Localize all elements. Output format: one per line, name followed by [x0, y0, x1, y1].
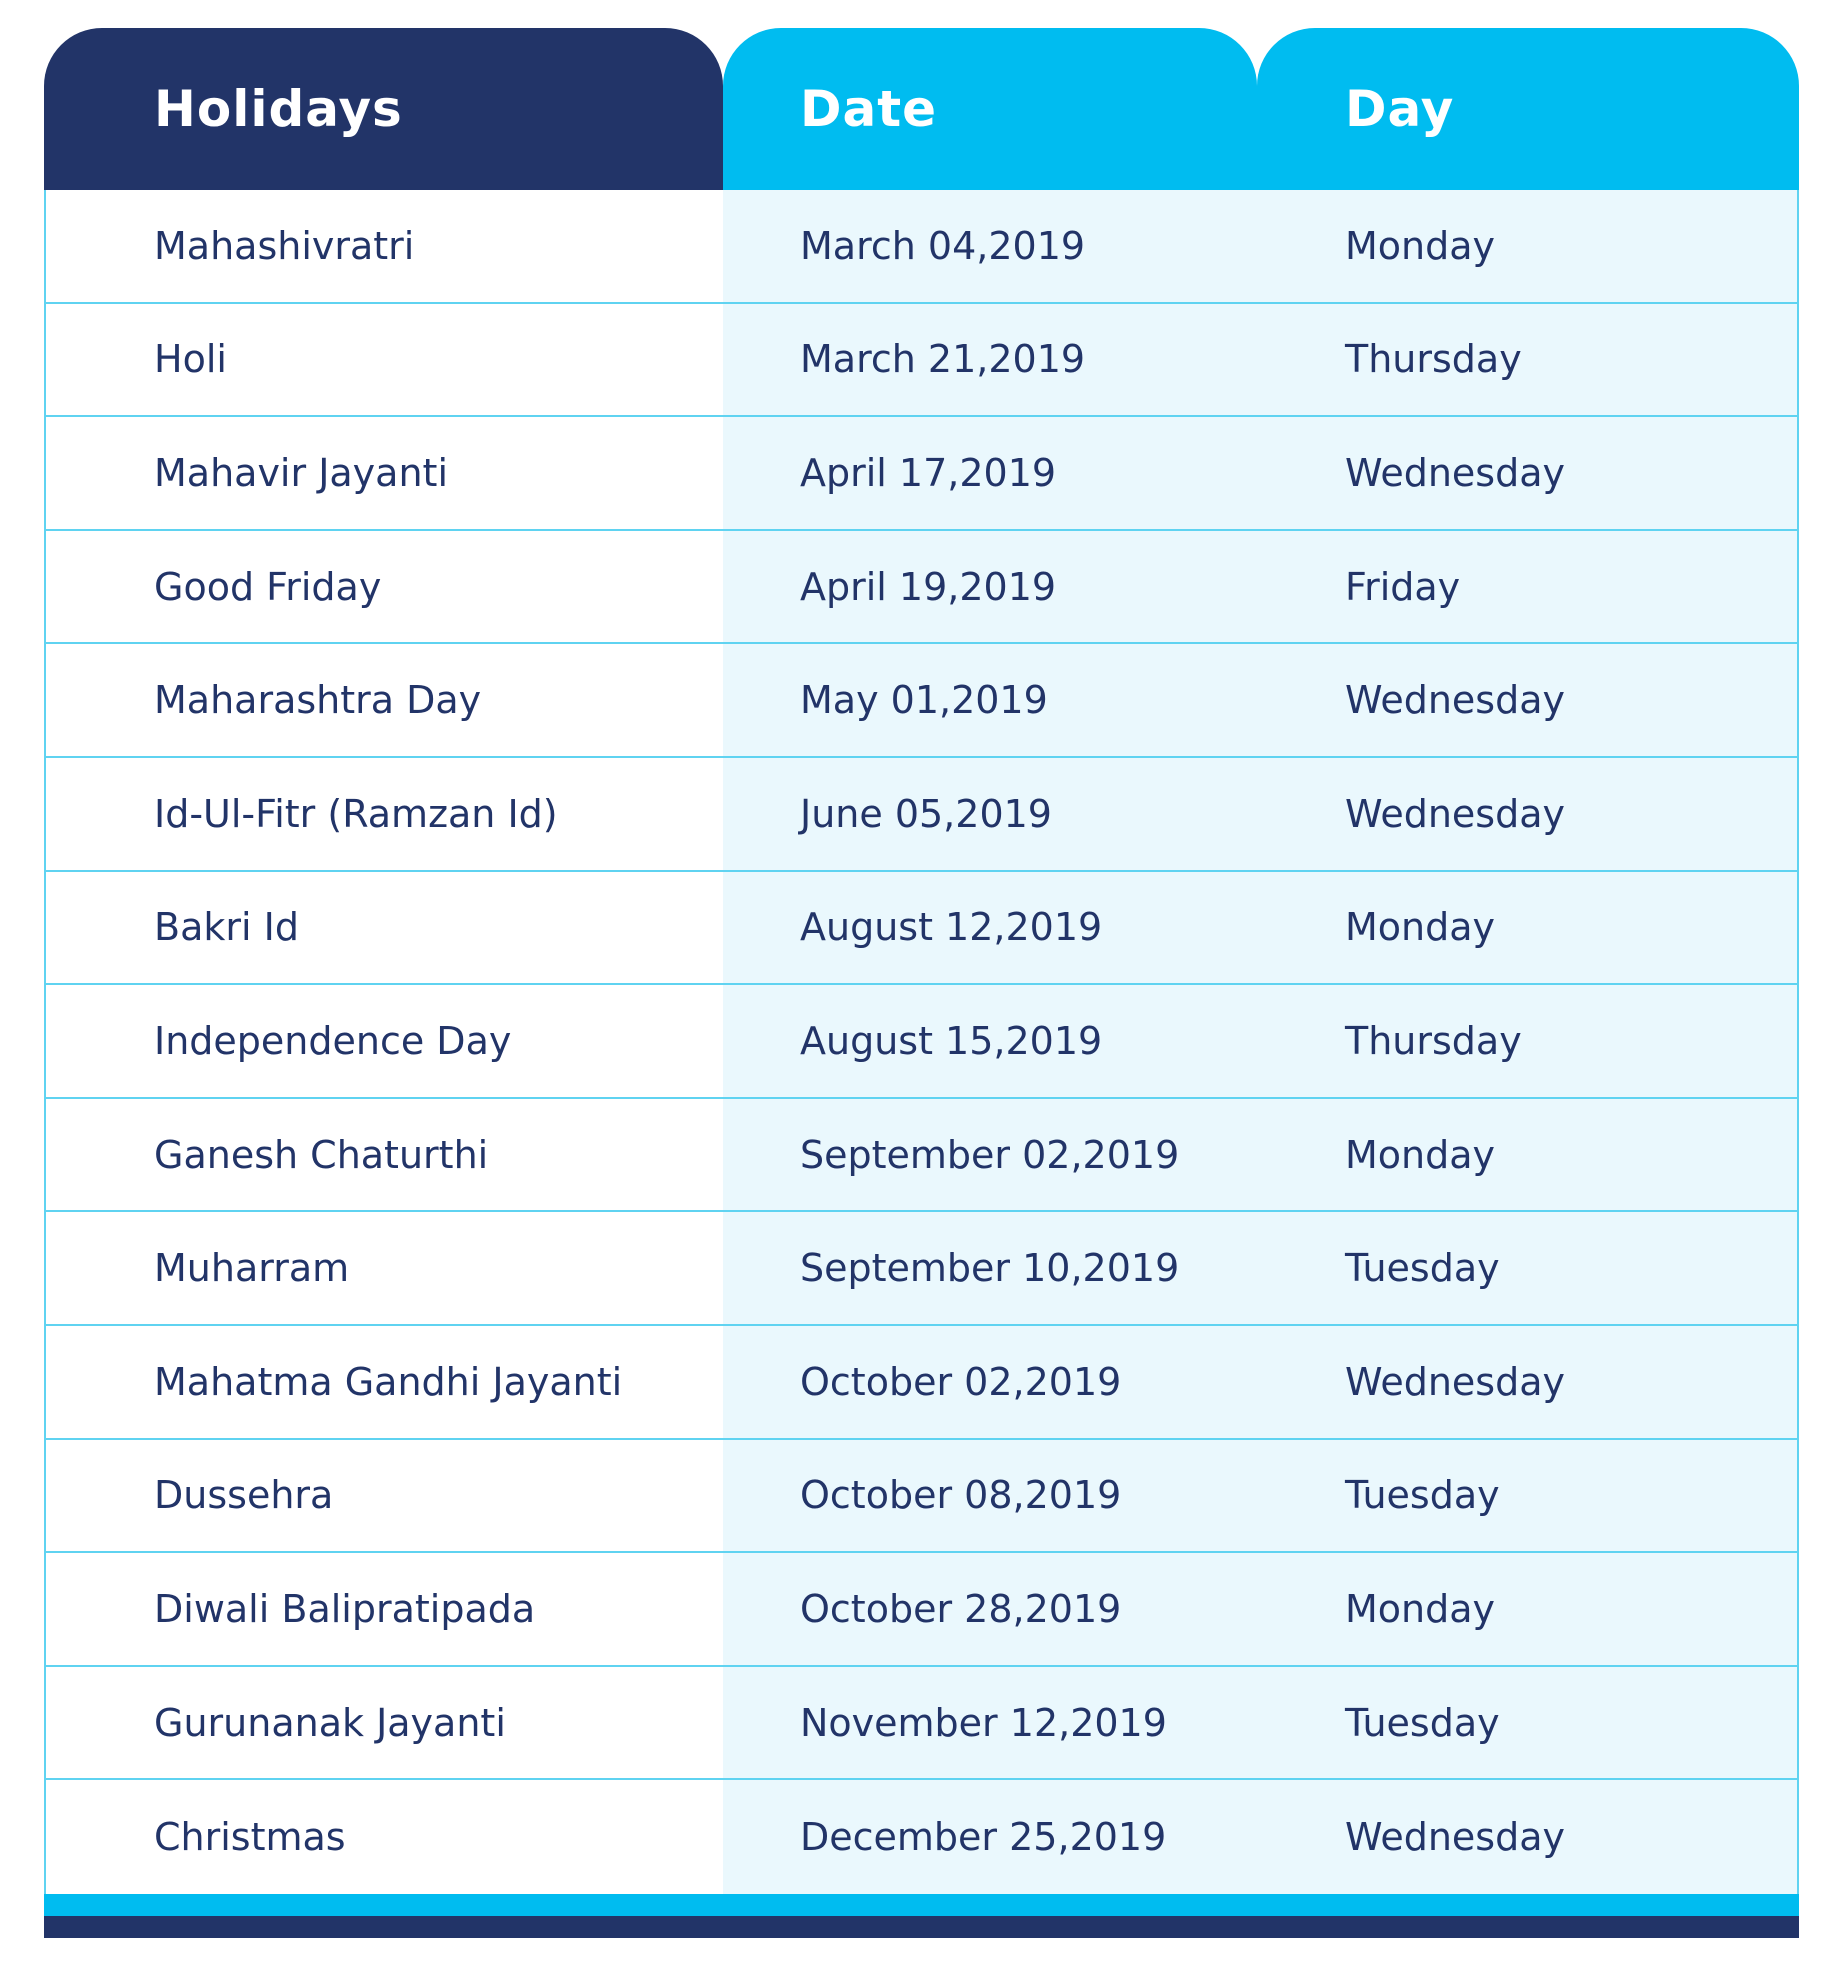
table-row [46, 304, 1797, 418]
holiday-date-cell: June 05,2019 [800, 791, 1052, 836]
holiday-name-cell: Independence Day [154, 1018, 512, 1063]
holiday-day-cell: Friday [1345, 564, 1461, 609]
table-body [44, 190, 1799, 1894]
holiday-name-cell: Bakri Id [154, 905, 299, 950]
holiday-name-cell: Mahatma Gandhi Jayanti [154, 1359, 623, 1404]
holiday-day-cell: Tuesday [1345, 1700, 1500, 1745]
column-header-holidays: Holidays [44, 28, 723, 190]
holiday-date-cell: April 19,2019 [800, 564, 1057, 609]
holiday-day-cell: Wednesday [1345, 1359, 1566, 1404]
holiday-day-cell: Thursday [1345, 1018, 1522, 1063]
holiday-name-cell: Christmas [154, 1815, 346, 1860]
holiday-date-cell: March 21,2019 [800, 337, 1086, 382]
holiday-date-cell: October 02,2019 [800, 1359, 1122, 1404]
table-row [46, 1667, 1797, 1781]
holiday-name-cell: Holi [154, 337, 227, 382]
table-row [46, 985, 1797, 1099]
holiday-day-cell: Monday [1345, 1132, 1496, 1177]
table-row [46, 758, 1797, 872]
holiday-day-cell: Wednesday [1345, 450, 1566, 495]
footer-band-dark [44, 1916, 1799, 1938]
holiday-day-cell: Monday [1345, 223, 1496, 268]
column-header-date: Date [723, 28, 1257, 190]
table-row [46, 1440, 1797, 1554]
holiday-day-cell: Monday [1345, 905, 1496, 950]
table-row [46, 417, 1797, 531]
table-row [46, 644, 1797, 758]
holiday-date-cell: March 04,2019 [800, 223, 1086, 268]
table-header [44, 28, 1799, 190]
table-row [46, 190, 1797, 304]
holiday-day-cell: Wednesday [1345, 791, 1566, 836]
holiday-name-cell: Diwali Balipratipada [154, 1586, 536, 1631]
holiday-name-cell: Gurunanak Jayanti [154, 1700, 506, 1745]
holiday-name-cell: Muharram [154, 1246, 350, 1291]
holiday-name-cell: Dussehra [154, 1473, 334, 1518]
holiday-date-cell: October 08,2019 [800, 1473, 1122, 1518]
holiday-date-cell: November 12,2019 [800, 1700, 1167, 1745]
holiday-date-cell: April 17,2019 [800, 450, 1057, 495]
holiday-date-cell: August 12,2019 [800, 905, 1103, 950]
holiday-day-cell: Tuesday [1345, 1246, 1500, 1291]
table-row [46, 1099, 1797, 1213]
holiday-date-cell: August 15,2019 [800, 1018, 1103, 1063]
holiday-date-cell: December 25,2019 [800, 1815, 1167, 1860]
holiday-name-cell: Ganesh Chaturthi [154, 1132, 489, 1177]
table-row [46, 1212, 1797, 1326]
table-row [46, 1553, 1797, 1667]
holiday-day-cell: Monday [1345, 1586, 1496, 1631]
holiday-table [44, 28, 1799, 1938]
holiday-name-cell: Mahashivratri [154, 223, 415, 268]
holiday-name-cell: Good Friday [154, 564, 382, 609]
holiday-day-cell: Wednesday [1345, 1815, 1566, 1860]
holiday-name-cell: Maharashtra Day [154, 678, 482, 723]
footer-band-light [44, 1894, 1799, 1916]
holiday-date-cell: May 01,2019 [800, 678, 1048, 723]
holiday-date-cell: September 10,2019 [800, 1246, 1180, 1291]
table-row [46, 1326, 1797, 1440]
holiday-date-cell: October 28,2019 [800, 1586, 1122, 1631]
holiday-name-cell: Id-Ul-Fitr (Ramzan Id) [154, 791, 558, 836]
column-header-day: Day [1257, 28, 1799, 190]
table-row [46, 531, 1797, 645]
holiday-day-cell: Tuesday [1345, 1473, 1500, 1518]
table-row [46, 872, 1797, 986]
holiday-date-cell: September 02,2019 [800, 1132, 1180, 1177]
table-row [46, 1780, 1797, 1894]
holiday-day-cell: Wednesday [1345, 678, 1566, 723]
holiday-day-cell: Thursday [1345, 337, 1522, 382]
holiday-name-cell: Mahavir Jayanti [154, 450, 448, 495]
